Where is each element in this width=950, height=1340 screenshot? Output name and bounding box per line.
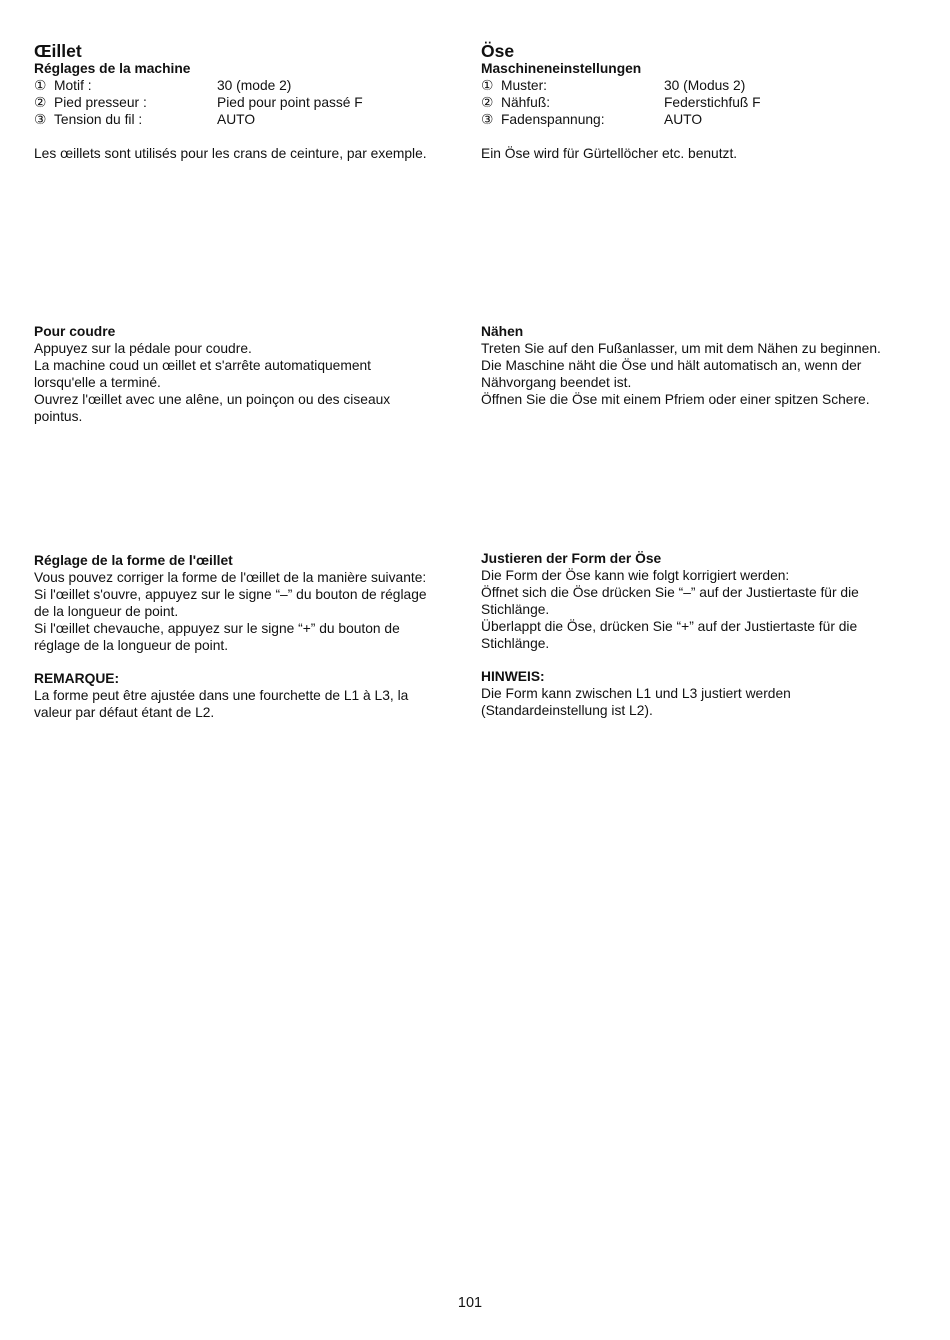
- de-setting-number: ②: [481, 94, 494, 110]
- fr-sew-line: La machine coud un œillet et s'arrête automatiquement: [34, 357, 372, 373]
- de-setting-row: [481, 112, 911, 129]
- de-setting-number: ③: [481, 111, 494, 127]
- de-sew-line: Die Maschine näht die Öse und hält automatisch an, wenn der: [481, 357, 862, 373]
- de-setting-key: Muster:: [501, 77, 547, 93]
- de-adjust-line: Stichlänge.: [481, 635, 550, 651]
- fr-title: Œillet: [34, 41, 82, 61]
- de-note-line: (Standardeinstellung ist L2).: [481, 703, 653, 719]
- fr-setting-key: Tension du fil :: [54, 111, 143, 127]
- fr-setting-value: Pied pour point passé F: [217, 94, 363, 110]
- de-adjust-line: Öffnet sich die Öse drücken Sie “–” auf der Justiertaste für die: [481, 584, 859, 600]
- fr-note-heading: REMARQUE:: [34, 671, 120, 687]
- de-setting-value: Federstichfuß F: [664, 94, 761, 110]
- fr-adjust-line: réglage de la longueur de point.: [34, 637, 229, 653]
- fr-adjust-line: Si l'œillet chevauche, appuyez sur le signe “+” du bouton de: [34, 620, 400, 636]
- fr-setting-key: Motif :: [54, 77, 92, 93]
- de-adjust-heading: Justieren der Form der Öse: [481, 551, 662, 566]
- fr-intro-text: Les œillets sont utilisés pour les crans de ceinture, par exemple.: [34, 145, 427, 161]
- de-sew-section: [481, 324, 911, 409]
- fr-setting-number: ②: [34, 94, 47, 110]
- de-title: Öse: [481, 41, 515, 61]
- de-sew-line: Nähvorgang beendet ist.: [481, 374, 632, 390]
- de-sew-heading: Nähen: [481, 324, 524, 339]
- fr-setting-number: ③: [34, 111, 47, 127]
- de-intro-text: Ein Öse wird für Gürtellöcher etc. benutzt.: [481, 145, 738, 161]
- de-setting-row: [481, 95, 911, 112]
- fr-setting-row: [34, 78, 454, 95]
- fr-settings-heading: Réglages de la machine: [34, 61, 191, 76]
- fr-setting-value: AUTO: [217, 111, 256, 127]
- de-note-heading: HINWEIS:: [481, 669, 545, 685]
- fr-adjust-line: Si l'œillet s'ouvre, appuyez sur le signe “–” du bouton de réglage: [34, 586, 427, 602]
- de-setting-key: Fadenspannung:: [501, 111, 605, 127]
- de-setting-key: Nähfuß:: [501, 94, 551, 110]
- page-number: 101: [457, 1295, 483, 1311]
- de-setting-value: AUTO: [664, 111, 703, 127]
- fr-setting-row: [34, 95, 454, 112]
- fr-sew-line: lorsqu'elle a terminé.: [34, 374, 161, 390]
- de-note-line: Die Form kann zwischen L1 und L3 justiert werden: [481, 686, 791, 702]
- fr-note-line: valeur par défaut étant de L2.: [34, 705, 215, 721]
- fr-note-line: La forme peut être ajustée dans une fourchette de L1 à L3, la: [34, 688, 409, 704]
- de-adjust-line: Stichlänge.: [481, 601, 550, 617]
- fr-sew-line: pointus.: [34, 408, 83, 424]
- fr-setting-key: Pied presseur :: [54, 94, 147, 110]
- de-setting-number: ①: [481, 77, 494, 93]
- fr-adjust-section: [34, 553, 454, 722]
- de-sew-line: Öffnen Sie die Öse mit einem Pfriem oder einer spitzen Schere.: [481, 391, 870, 407]
- de-setting-row: [481, 78, 911, 95]
- fr-setting-value: 30 (mode 2): [217, 77, 292, 93]
- fr-setting-row: [34, 112, 454, 129]
- de-setting-value: 30 (Modus 2): [664, 77, 746, 93]
- fr-settings-section: [34, 41, 454, 163]
- de-adjust-section: [481, 551, 911, 720]
- de-adjust-line: Die Form der Öse kann wie folgt korrigiert werden:: [481, 567, 790, 583]
- fr-adjust-line: de la longueur de point.: [34, 603, 179, 619]
- de-sew-line: Treten Sie auf den Fußanlasser, um mit dem Nähen zu beginnen.: [481, 340, 881, 356]
- fr-sew-heading: Pour coudre: [34, 324, 116, 339]
- de-adjust-line: Überlappt die Öse, drücken Sie “+” auf der Justiertaste für die: [481, 618, 858, 634]
- fr-sew-section: [34, 324, 454, 425]
- de-settings-heading: Maschineneinstellungen: [481, 61, 642, 76]
- fr-setting-number: ①: [34, 77, 47, 93]
- fr-adjust-heading: Réglage de la forme de l'œillet: [34, 553, 233, 568]
- fr-sew-line: Ouvrez l'œillet avec une alêne, un poinçon ou des ciseaux: [34, 391, 391, 407]
- fr-adjust-line: Vous pouvez corriger la forme de l'œillet de la manière suivante:: [34, 569, 427, 585]
- fr-sew-line: Appuyez sur la pédale pour coudre.: [34, 340, 252, 356]
- de-settings-section: [481, 41, 911, 163]
